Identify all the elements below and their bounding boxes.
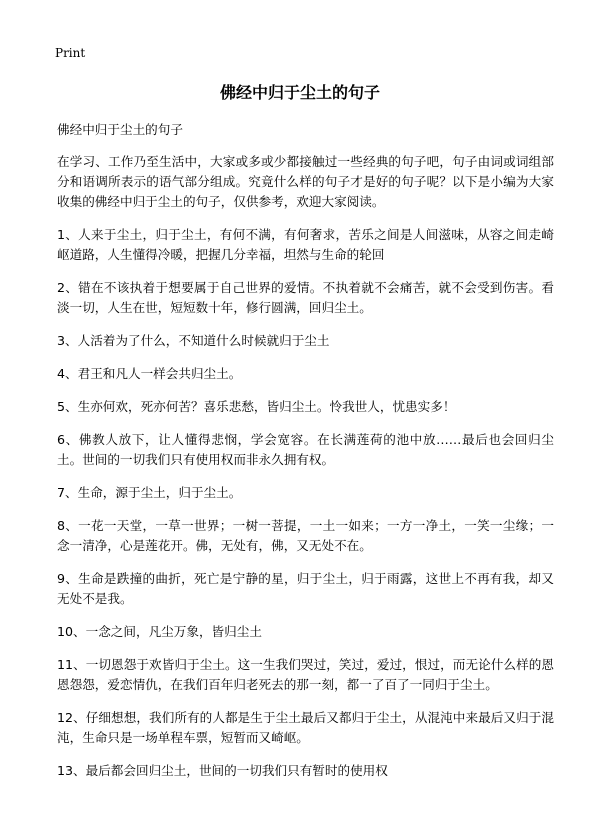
- list-item: 12、仔细想想，我们所有的人都是生于尘土最后又都归于尘土，从混沌中来最后又归于混沌，生命只是一场单程车票，短暂而又崎岖。: [57, 710, 554, 745]
- list-item: 3、人活着为了什么，不知道什么时候就归于尘土: [57, 333, 330, 348]
- list-item: 7、生命，源于尘土，归于尘土。: [57, 485, 242, 500]
- list-item: 6、佛教人放下，让人懂得悲悯，学会宽容。在长满莲荷的池中放……最后也会回归尘土。世间的一切我们只有使用权而非永久拥有权。: [57, 432, 554, 467]
- article-subtitle: 佛经中归于尘土的句子: [57, 122, 183, 137]
- list-item: 2、错在不该执着于想要属于自己世界的爱情。不执着就不会痛苦，就不会受到伤害。看淡一切，人生在世，短短数十年，修行圆满，回归尘土。: [57, 280, 554, 315]
- list-item: 13、最后都会回归尘土，世间的一切我们只有暂时的使用权: [57, 763, 388, 778]
- list-item: 9、生命是跌撞的曲折，死亡是宁静的星，归于尘土，归于雨露，这世上不再有我，却又无处不是我。: [57, 571, 554, 606]
- article-body: [57, 120, 554, 794]
- list-item: 4、君王和凡人一样会共归尘土。: [57, 366, 242, 381]
- intro-paragraph: 在学习、工作乃至生活中，大家或多或少都接触过一些经典的句子吧，句子由词或词组部分和语调所表示的语气部分组成。究竟什么样的句子才是好的句子呢？以下是小编为大家收集的佛经中归于尘土的句子，仅供参考，欢迎大家阅读。: [57, 154, 554, 209]
- list-item: 5、生亦何欢，死亦何苦？喜乐悲愁，皆归尘土。怜我世人，忧患实多！: [57, 399, 456, 414]
- list-item: 8、一花一天堂，一草一世界；一树一菩提，一土一如来；一方一净土，一笑一尘缘；一念一清净，心是莲花开。佛，无处有，佛，又无处不在。: [57, 518, 554, 553]
- list-item: 11、一切恩怨于欢皆归于尘土。这一生我们哭过，笑过，爱过，恨过，而无论什么样的恩恩怨怨，爱恋情仇，在我们百年归老死去的那一刻，都一了百了一同归于尘土。: [57, 657, 554, 692]
- print-link[interactable]: Print: [55, 46, 86, 60]
- list-item: 1、人来于尘土，归于尘土，有何不满，有何奢求，苦乐之间是人间滋味，从容之间走崎岖道路，人生懂得冷暖，把握几分幸福，坦然与生命的轮回: [57, 227, 554, 262]
- document-title: 佛经中归于尘土的句子: [219, 83, 380, 102]
- list-item: 10、一念之间，凡尘万象，皆归尘土: [57, 624, 262, 639]
